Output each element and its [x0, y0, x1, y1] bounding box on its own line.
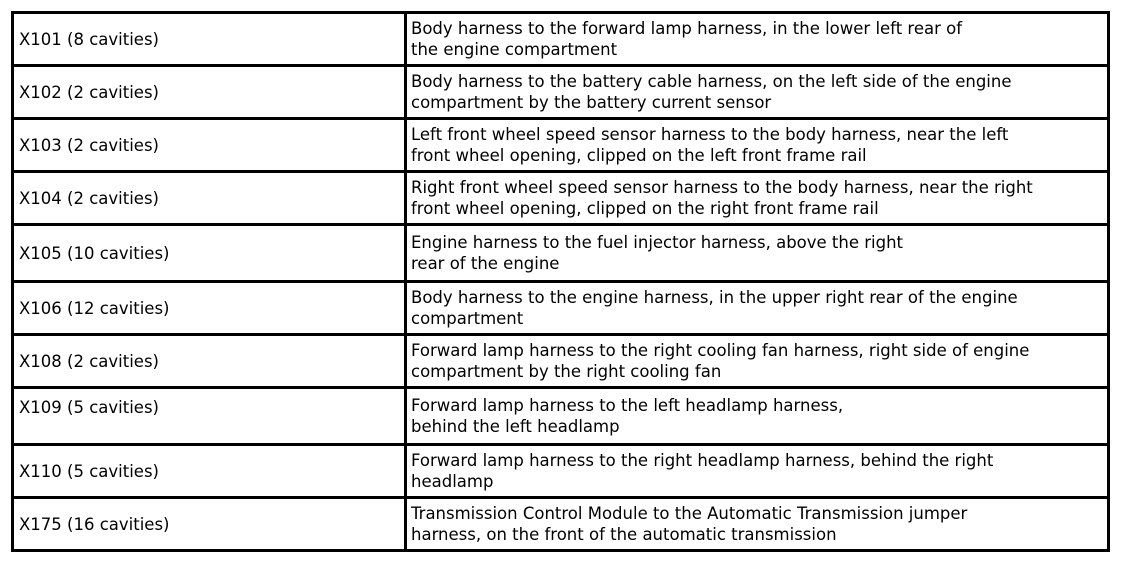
- connector-table: [11, 11, 1110, 552]
- connector-location-cell: [406, 335, 1109, 388]
- table-row: [13, 445, 1109, 498]
- connector-id-cell: X105 (10 cavities): [13, 225, 406, 282]
- location-line: Engine harness to the fuel injector harness, above the right: [411, 233, 904, 252]
- connector-location-cell: [406, 388, 1109, 445]
- connector-id-cell: X109 (5 cavities): [13, 388, 406, 445]
- connector-location-cell: [406, 445, 1109, 498]
- connector-location-cell: [406, 172, 1109, 225]
- connector-table-container: [11, 11, 1110, 552]
- location-line: compartment by the battery current sensor: [411, 93, 772, 112]
- location-line: Body harness to the battery cable harness, on the left side of the engine: [411, 72, 1012, 91]
- table-row: [13, 172, 1109, 225]
- location-line: harness, on the front of the automatic transmission: [411, 525, 837, 544]
- connector-id-cell: X101 (8 cavities): [13, 13, 406, 66]
- connector-id-cell: X106 (12 cavities): [13, 282, 406, 335]
- location-line: compartment: [411, 309, 524, 328]
- connector-id-cell: X104 (2 cavities): [13, 172, 406, 225]
- connector-location-cell: [406, 498, 1109, 551]
- location-line: Forward lamp harness to the left headlamp harness,: [411, 396, 844, 415]
- table-row: [13, 119, 1109, 172]
- table-row: [13, 388, 1109, 445]
- connector-location-cell: [406, 282, 1109, 335]
- connector-id-cell: X175 (16 cavities): [13, 498, 406, 551]
- location-line: front wheel opening, clipped on the left front frame rail: [411, 146, 867, 165]
- connector-location-cell: [406, 119, 1109, 172]
- location-line: Left front wheel speed sensor harness to the body harness, near the left: [411, 125, 1009, 144]
- table-row: [13, 498, 1109, 551]
- connector-id-cell: X110 (5 cavities): [13, 445, 406, 498]
- connector-id-cell: X103 (2 cavities): [13, 119, 406, 172]
- location-line: Transmission Control Module to the Automatic Transmission jumper: [411, 504, 968, 523]
- connector-location-cell: [406, 225, 1109, 282]
- location-line: the engine compartment: [411, 40, 618, 59]
- location-line: Body harness to the forward lamp harness, in the lower left rear of: [411, 19, 963, 38]
- connector-id-cell: X102 (2 cavities): [13, 66, 406, 119]
- table-row: [13, 225, 1109, 282]
- location-line: behind the left headlamp: [411, 417, 620, 436]
- location-line: Forward lamp harness to the right headlamp harness, behind the right: [411, 451, 994, 470]
- connector-location-cell: [406, 13, 1109, 66]
- location-line: headlamp: [411, 472, 494, 491]
- location-line: rear of the engine: [411, 254, 560, 273]
- table-row: [13, 13, 1109, 66]
- connector-location-cell: [406, 66, 1109, 119]
- table-row: [13, 282, 1109, 335]
- connector-id-cell: X108 (2 cavities): [13, 335, 406, 388]
- location-line: Forward lamp harness to the right cooling fan harness, right side of engine: [411, 341, 1030, 360]
- location-line: Right front wheel speed sensor harness to the body harness, near the right: [411, 178, 1033, 197]
- location-line: front wheel opening, clipped on the right front frame rail: [411, 199, 879, 218]
- table-row: [13, 335, 1109, 388]
- table-row: [13, 66, 1109, 119]
- location-line: compartment by the right cooling fan: [411, 362, 722, 381]
- location-line: Body harness to the engine harness, in the upper right rear of the engine: [411, 288, 1018, 307]
